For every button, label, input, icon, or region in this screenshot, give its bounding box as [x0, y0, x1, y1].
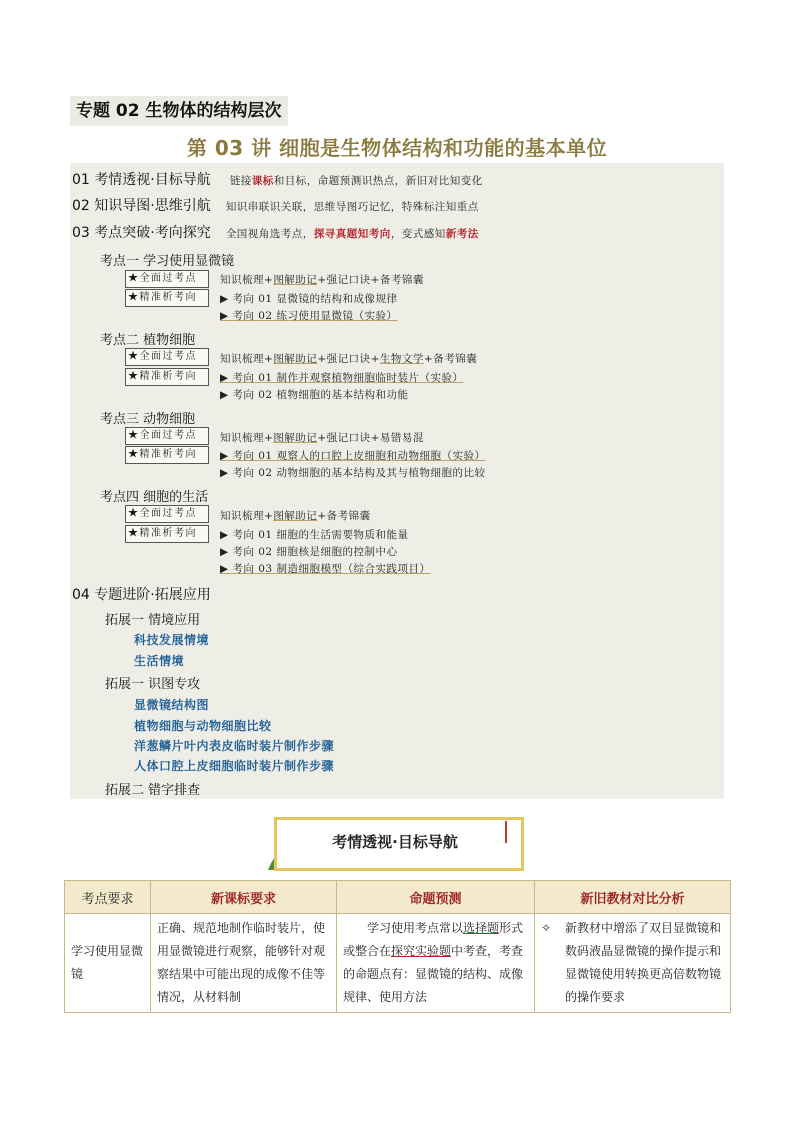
kaoxiang-2-2[interactable]: ▶ 考向 02 植物细胞的基本结构和功能 [220, 389, 409, 401]
extension-1-title[interactable]: 拓展一 情境应用 [105, 613, 201, 628]
section-title: 02 知识导图·思维引航 [72, 198, 211, 214]
toc-section-01[interactable] [72, 169, 483, 189]
overall-box[interactable]: ★全面过考点 [125, 348, 209, 366]
precise-box[interactable]: ★精准析考向 [125, 289, 209, 307]
kaodian-2-title[interactable]: 考点二 植物细胞 [100, 333, 196, 348]
precise-box[interactable]: ★精准析考向 [125, 525, 209, 543]
kaodian-1-line: 知识梳理+图解助记+强记口诀+备考锦囊 [220, 274, 424, 286]
toc-section-02[interactable] [72, 195, 479, 215]
extension-item[interactable]: 人体口腔上皮细胞临时装片制作步骤 [134, 759, 335, 773]
kaodian-4-title[interactable]: 考点四 细胞的生活 [100, 490, 209, 505]
section-desc: 全国视角选考点，探寻真题知考向，变式感知新考法 [225, 228, 479, 240]
table-header: 新课标要求 [151, 881, 337, 914]
precise-box[interactable]: ★精准析考向 [125, 368, 209, 386]
toc-section-03[interactable] [72, 222, 479, 242]
table-cell-prediction: 学习使用考点常以选择题形式或整合在探究实验题中考查，考查的命题点有：显微镜的结构、成像规律、使用方法 [337, 914, 535, 1013]
table-header: 新旧教材对比分析 [535, 881, 731, 914]
kaoxiang-3-1[interactable]: ▶ 考向 01 观察人的口腔上皮细胞和动物细胞（实验） [220, 450, 486, 462]
kaodian-3-title[interactable]: 考点三 动物细胞 [100, 412, 196, 427]
table-of-contents [70, 163, 724, 799]
banner-title: 考情透视·目标导航 [332, 833, 458, 851]
table-row [65, 914, 731, 1013]
table-cell-requirement: 学习使用显微镜 [65, 914, 151, 1013]
extension-item[interactable]: 显微镜结构图 [134, 698, 210, 712]
section-title: 03 考点突破·考向探究 [72, 225, 211, 241]
kaoxiang-4-2[interactable]: ▶ 考向 02 细胞核是细胞的控制中心 [220, 546, 398, 558]
overall-box[interactable]: ★全面过考点 [125, 505, 209, 523]
section-title: 01 考情透视·目标导航 [72, 172, 211, 188]
extension-item[interactable]: 生活情境 [134, 654, 185, 668]
table-header: 命题预测 [337, 881, 535, 914]
extension-item[interactable]: 洋葱鳞片叶内表皮临时装片制作步骤 [134, 739, 335, 753]
table-cell-compare: ✧ 新教材中增添了双目显微镜和数码液晶显微镜的操作提示和显微镜使用转换更高倍数物镜的操作要求 [535, 914, 731, 1013]
section-banner [268, 815, 522, 869]
topic-title: 专题 02 生物体的结构层次 [70, 96, 288, 126]
kaodian-3-line: 知识梳理+图解助记+强记口诀+易错易混 [220, 432, 424, 444]
overall-box[interactable]: ★全面过考点 [125, 427, 209, 445]
overall-box[interactable]: ★全面过考点 [125, 270, 209, 288]
section-desc: 链接课标和目标，命题预测识热点，新旧对比知变化 [229, 175, 483, 187]
kaoxiang-1-2[interactable]: ▶ 考向 02 练习使用显微镜（实验） [220, 310, 398, 322]
extension-3-title[interactable]: 拓展二 错字排查 [105, 783, 201, 798]
precise-box[interactable]: ★精准析考向 [125, 446, 209, 464]
kaodian-2-line: 知识梳理+图解助记+强记口诀+生物文学+备考锦囊 [220, 353, 478, 365]
kaoxiang-4-3[interactable]: ▶ 考向 03 制造细胞模型（综合实践项目） [220, 563, 431, 575]
exam-analysis-table [64, 880, 731, 1013]
kaoxiang-1-1[interactable]: ▶ 考向 01 显微镜的结构和成像规律 [220, 293, 398, 305]
lesson-title: 第 03 讲 细胞是生物体结构和功能的基本单位 [186, 136, 608, 160]
extension-item[interactable]: 科技发展情境 [134, 633, 210, 647]
extension-item[interactable]: 植物细胞与动物细胞比较 [134, 719, 272, 733]
table-header: 考点要求 [65, 881, 151, 914]
extension-2-title[interactable]: 拓展一 识图专攻 [105, 677, 201, 692]
sparkle-icon: ✧ [541, 921, 552, 935]
kaoxiang-2-1[interactable]: ▶ 考向 01 制作并观察植物细胞临时装片（实验） [220, 372, 464, 384]
kaodian-1-title[interactable]: 考点一 学习使用显微镜 [100, 254, 235, 269]
toc-section-04[interactable]: 04 专题进阶·拓展应用 [72, 587, 211, 603]
table-cell-standard: 正确、规范地制作临时装片，使用显微镜进行观察，能够针对观察结果中可能出现的成像不佳等情况，从材料制 [151, 914, 337, 1013]
kaoxiang-3-2[interactable]: ▶ 考向 02 动物细胞的基本结构及其与植物细胞的比较 [220, 467, 486, 479]
kaoxiang-4-1[interactable]: ▶ 考向 01 细胞的生活需要物质和能量 [220, 529, 409, 541]
kaodian-4-line: 知识梳理+图解助记+备考锦囊 [220, 510, 371, 522]
section-desc: 知识串联识关联，思维导图巧记忆，特殊标注知重点 [225, 201, 479, 213]
